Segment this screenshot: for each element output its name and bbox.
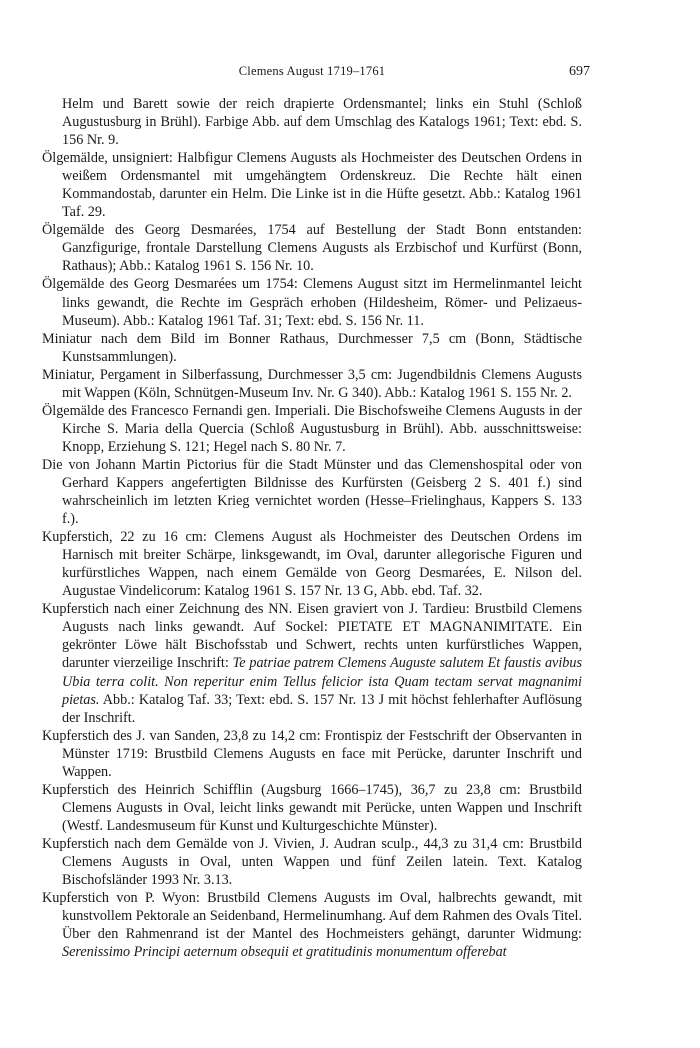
catalog-entry: Miniatur nach dem Bild im Bonner Rathaus, Durchmesser 7,5 cm (Bonn, Städtische Kunstsammlungen). bbox=[42, 330, 582, 365]
catalog-entry: Kupferstich des Heinrich Schifflin (Augsburg 1666–1745), 36,7 zu 23,8 cm: Brustbild Clemens Augusts in Oval, leicht links gewandt mit Perücke, unten Wappen und Inschrift (Westf. Landesmuseum für Kunst und Kulturgeschichte Münster). bbox=[42, 781, 582, 834]
entry-text: Kupferstich von P. Wyon: Brustbild Clemens Augusts im Oval, halbrechts gewandt, mit kunstvollem Pektorale an Seidenband, Hermelinumhang. Auf dem Rahmen des Ovals Titel. Über den Rahmenrand ist der Mantel des Hochmeisters gehängt, darunter Widmung: bbox=[42, 890, 582, 943]
catalog-entry: Kupferstich des J. van Sanden, 23,8 zu 14,2 cm: Frontispiz der Festschrift der Observanten in Münster 1719: Brustbild Clemens Augusts en face mit Perücke, darunter Inschrift und Wappen. bbox=[42, 727, 582, 780]
catalog-entry: Ölgemälde des Georg Desmarées um 1754: Clemens August sitzt im Hermelinmantel leicht links gewandt, die Rechte im Gespräch erhoben (Hildesheim, Römer- und Pelizaeus-Museum). Abb.: Katalog 1961 Taf. 31; Text: ebd. S. 156 Nr. 11. bbox=[42, 276, 582, 329]
catalog-entry: Die von Johann Martin Pictorius für die Stadt Münster und das Clemenshospital oder von Gerhard Kappers angefertigten Bildnisse des Kurfürsten (Geisberg 2 S. 401 f.) sind wahrscheinlich im letzten Krieg vernichtet worden (Hesse–Frielinghaus, Kappers S. 133 f.). bbox=[42, 456, 582, 528]
catalog-entry: Ölgemälde, unsigniert: Halbfigur Clemens Augusts als Hochmeister des Deutschen Ordens in weißem Ordensmantel mit umgehängtem Ordenskreuz. Die Rechte hält einen Kommandostab, darunter ein Helm. Die Linke ist in die Hüfte gesetzt. Abb.: Katalog 1961 Taf. 29. bbox=[42, 150, 582, 221]
catalog-entry bbox=[42, 600, 582, 726]
latin-dedication: Serenissimo Principi aeternum obsequii et gratitudinis monumentum offerebat bbox=[62, 944, 507, 961]
catalog-entry: Ölgemälde des Georg Desmarées, 1754 auf Bestellung der Stadt Bonn entstanden: Ganzfigurige, frontale Darstellung Clemens Augusts als Erzbischof und Kurfürst (Bonn, Rathaus); Abb.: Katalog 1961 S. 156 Nr. 10. bbox=[42, 222, 582, 275]
catalog-entry: Helm und Barett sowie der reich drapierte Ordensmantel; links ein Stuhl (Schloß Augustusburg in Brühl). Farbige Abb. auf dem Umschlag des Katalogs 1961; Text: ebd. S. 156 Nr. 9. bbox=[62, 96, 582, 149]
catalog-entry: Kupferstich, 22 zu 16 cm: Clemens August als Hochmeister des Deutschen Ordens im Harnisch mit breiter Schärpe, linksgewandt, im Oval, darunter allegorische Figuren und kurfürstliches Wappen, nach einem Gemälde von Georg Desmarées, E. Nilson del. Augustae Vindelicorum: Katalog 1961 S. 157 Nr. 13 G, Abb. ebd. Taf. 32. bbox=[42, 529, 582, 600]
catalog-entries bbox=[42, 95, 582, 961]
latin-inscription: Te patriae patrem Clemens Auguste salutem Et faustis avibus Ubia terra colit. Non reperitur enim Tellus felicior ista Quam tectam servat magnanimi pietas. bbox=[62, 655, 582, 708]
catalog-entry: Kupferstich nach dem Gemälde von J. Vivien, J. Audran sculp., 44,3 zu 31,4 cm: Brustbild Clemens Augusts in Oval, unten Wappen und fünf Zeilen latein. Text. Katalog Bischofsländer 1993 Nr. 3.13. bbox=[42, 835, 582, 889]
page-number: 697 bbox=[569, 64, 590, 79]
entry-text: Abb.: Katalog Taf. 33; Text: ebd. S. 157 Nr. 13 J mit höchst fehlerhafter Auflösung der Inschrift. bbox=[62, 691, 582, 726]
entry-text: Kupferstich nach einer Zeichnung des NN. Eisen graviert von J. Tardieu: Brustbild Clemens Augusts nach links gewandt. Auf Sockel: PIETATE ET MAGNANIMITATE. Ein gekrönter Löwe hält Bischofsstab und Schwert, rechts unten kurfürstliches Wappen, darunter vierzeilige Inschrift: bbox=[42, 601, 582, 672]
running-title: Clemens August 1719–1761 bbox=[238, 64, 386, 78]
page-header bbox=[42, 64, 590, 86]
catalog-entry: Miniatur, Pergament in Silberfassung, Durchmesser 3,5 cm: Jugendbildnis Clemens Augusts mit Wappen (Köln, Schnütgen-Museum Inv. Nr. G 340). Abb.: Katalog 1961 S. 155 Nr. 2. bbox=[42, 366, 582, 401]
catalog-entry: Ölgemälde des Francesco Fernandi gen. Imperiali. Die Bischofsweihe Clemens Augusts in der Kirche S. Maria della Quercia (Schloß Augustusburg in Brühl). Abb. ausschnittsweise: Knopp, Erziehung S. 121; Hegel nach S. 80 Nr. 7. bbox=[42, 402, 582, 455]
catalog-entry bbox=[42, 889, 582, 961]
